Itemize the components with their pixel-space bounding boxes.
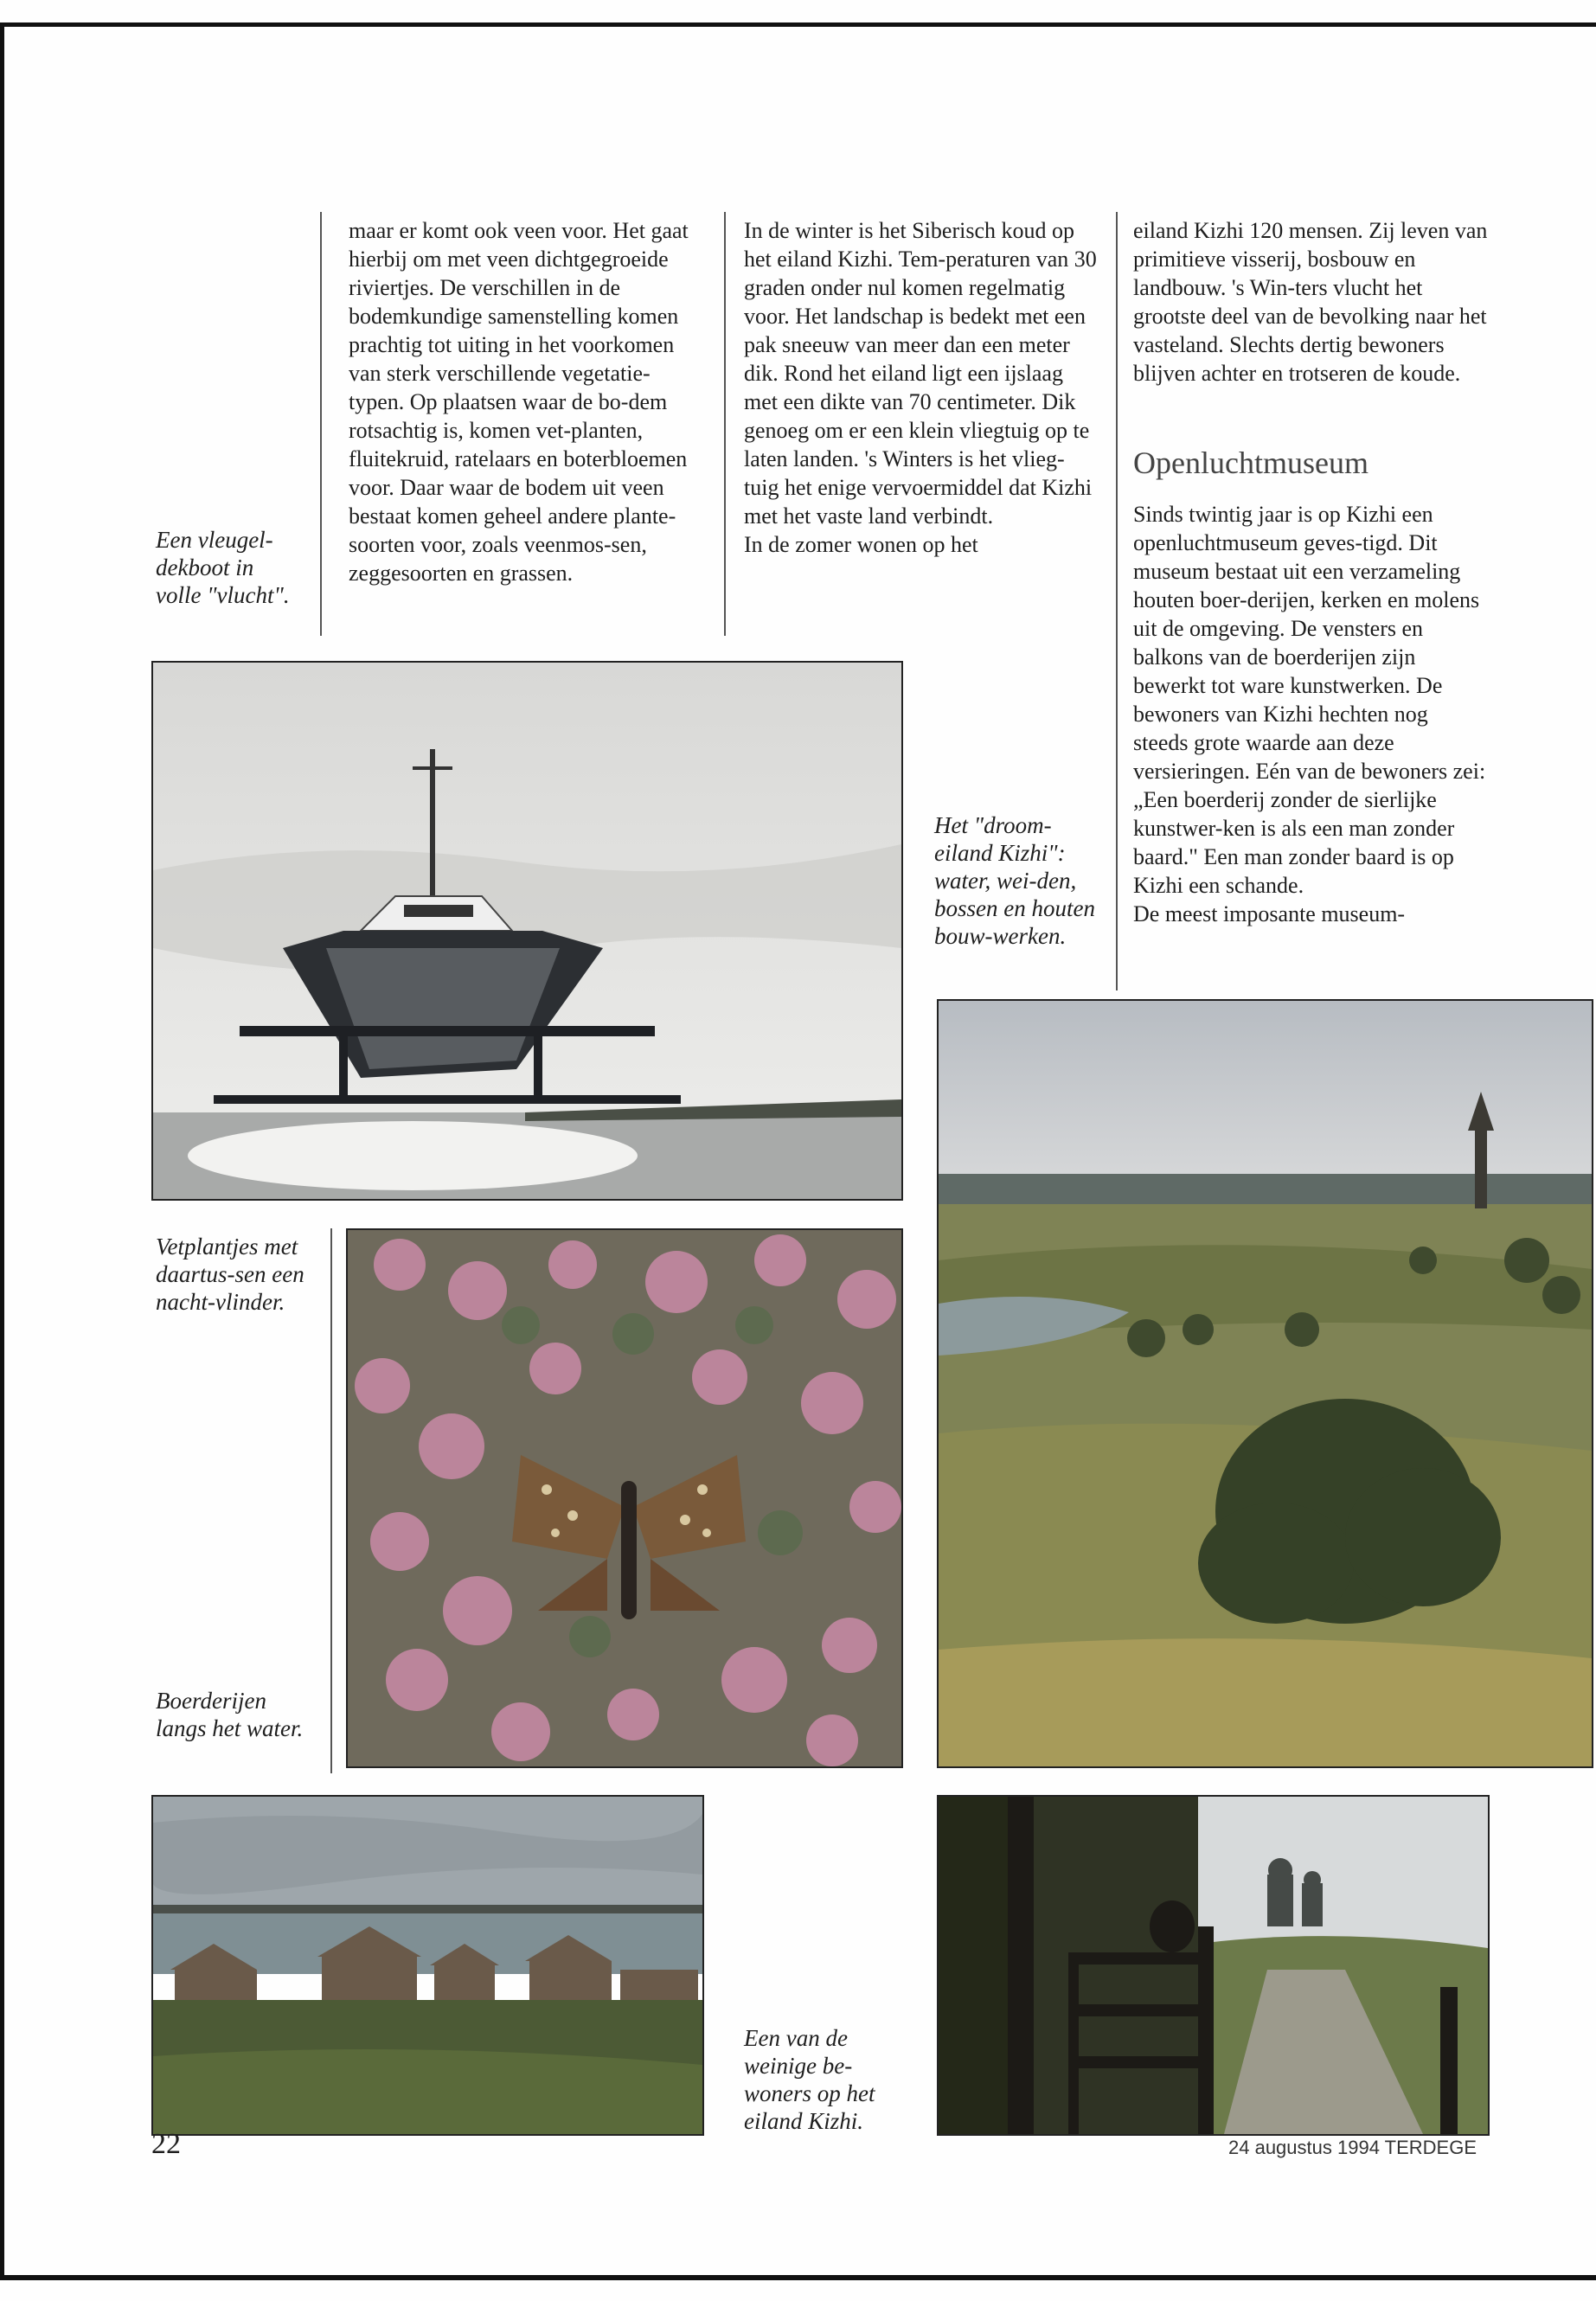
article-column-2 bbox=[744, 216, 1099, 559]
photo-succulents-moth bbox=[346, 1228, 903, 1768]
article-column-1 bbox=[349, 216, 703, 587]
page-number: 22 bbox=[151, 2128, 181, 2160]
article-paragraph: In de winter is het Siberisch koud op het eiland Kizhi. Tem-peraturen van 30 graden onder nul komen regelmatig voor. Het landschap is bedekt met een pak sneeuw van meer dan een meter dik. Rond het eiland ligt een ijslaag met een dikte van 70 centimeter. Dik genoeg om er een klein vliegtuig op te laten landen. 's Winters is het vlieg-tuig het enige vervoermiddel dat Kizhi met het vaste land verbindt. bbox=[744, 218, 1097, 529]
bottom-border bbox=[0, 2275, 1596, 2280]
photo-hydrofoil bbox=[151, 661, 903, 1201]
caption-hydrofoil: Een vleugel-dekboot in volle "vlucht". bbox=[156, 527, 290, 608]
section-heading: Openluchtmuseum bbox=[1133, 445, 1368, 480]
photo-farms-water bbox=[151, 1795, 704, 2136]
caption-rule bbox=[330, 1228, 332, 1773]
article-paragraph: Sinds twintig jaar is op Kizhi een openluchtmuseum geves-tigd. Dit museum bestaat uit een verzameling houten boer-derijen, kerken en molens uit de omgeving. De vensters en balkons van de boerderijen zijn bewerkt tot ware kunstwerken. De bewoners van Kizhi hechten nog steeds grote waarde aan deze versieringen. Eén van de bewoners zei: „Een boerderij zonder de sierlijke kunstwer-ken is als een man zonder baard." Een man zonder baard is op Kizhi een schande. bbox=[1133, 502, 1486, 898]
caption-farms: Boerderijen langs het water. bbox=[156, 1688, 304, 1741]
photo-resident-gate bbox=[937, 1795, 1490, 2136]
caption-dream-island: Het "droom-eiland Kizhi": water, wei-den, bossen en houten bouw-werken. bbox=[934, 812, 1095, 949]
column-rule bbox=[1116, 212, 1118, 990]
article-paragraph: eiland Kizhi 120 mensen. Zij leven van primitieve visserij, bosbouw en landbouw. 's Win-ters vlucht het grootste deel van de bevolking naar het vasteland. Slechts dertig bewoners blijven achter en trotseren de koude. bbox=[1133, 218, 1488, 386]
caption-succulents: Vetplantjes met daartus-sen een nacht-vlinder. bbox=[156, 1234, 304, 1315]
caption-resident: Een van de weinige be-woners op het eiland Kizhi. bbox=[744, 2025, 875, 2134]
article-column-3-continued bbox=[1133, 500, 1488, 928]
article-column-3 bbox=[1133, 216, 1488, 388]
article-paragraph: In de zomer wonen op het bbox=[744, 532, 978, 557]
left-border bbox=[0, 22, 4, 2280]
column-rule bbox=[724, 212, 726, 636]
article-paragraph: maar er komt ook veen voor. Het gaat hierbij om met veen dichtgegroeide riviertjes. De verschillen in de bodemkundige samenstelling komen prachtig tot uiting in het voorkomen van sterk verschillende vegetatie-typen. Op plaatsen waar de bo-dem rotsachtig is, komen vet-planten, fluitekruid, ratelaars en boterbloemen voor. Daar waar de bodem uit veen bestaat komen geheel andere plante-soorten voor, zoals veenmos-sen, zeggesoorten en grassen. bbox=[349, 218, 689, 586]
issue-footer: 24 augustus 1994 TERDEGE bbox=[1228, 2137, 1477, 2158]
photo-dream-island-landscape bbox=[937, 999, 1593, 1768]
article-paragraph: De meest imposante museum- bbox=[1133, 901, 1406, 926]
caption-rule bbox=[320, 212, 322, 636]
top-border bbox=[0, 22, 1596, 27]
